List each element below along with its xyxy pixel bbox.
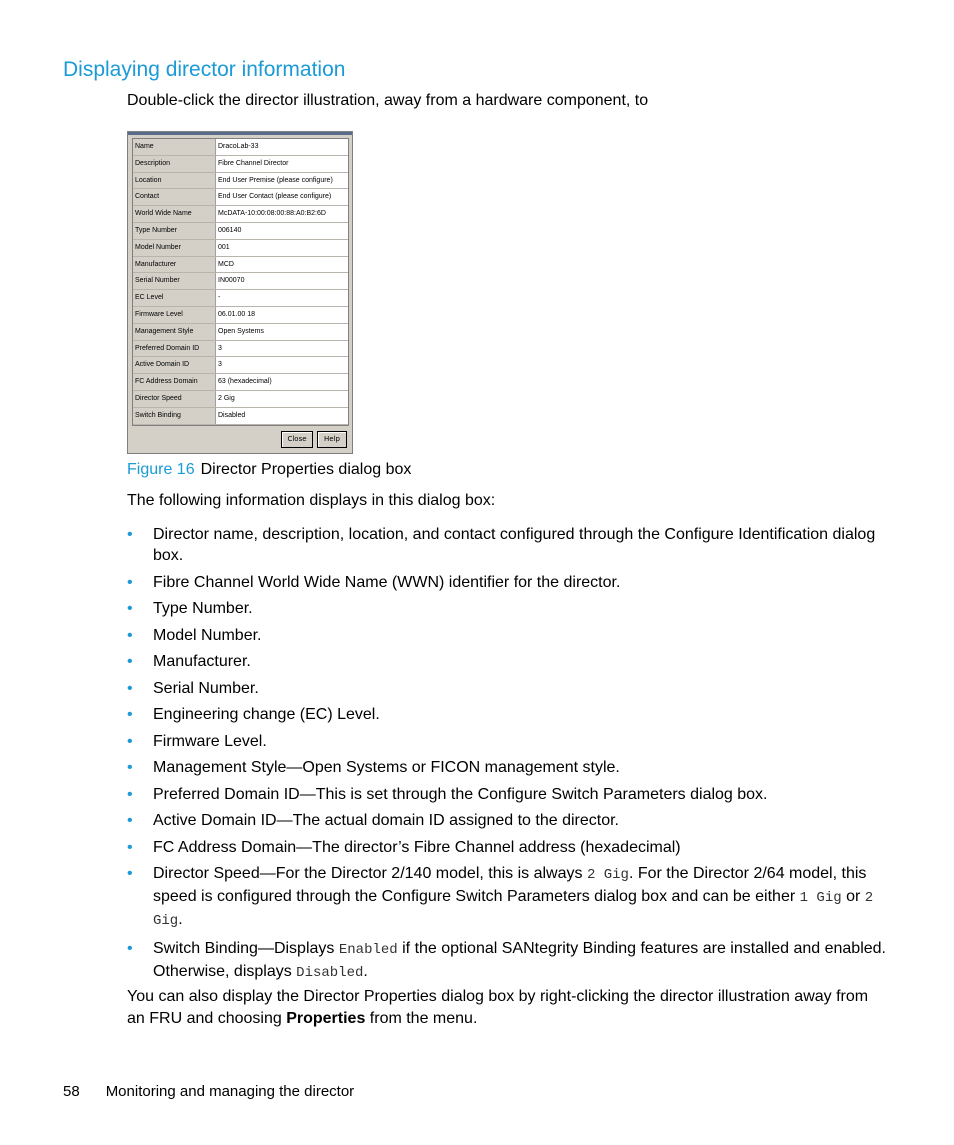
property-label: Description [135,159,171,167]
bullet-item [127,678,887,699]
property-value: MCD [215,257,348,273]
bullet-text: Fibre Channel World Wide Name (WWN) identifier for the director. [153,573,621,591]
bullet-icon: • [127,785,133,803]
property-label: Serial Number [135,277,180,285]
property-label: Director Speed [135,394,182,402]
director-properties-dialog [127,131,353,454]
bullet-icon: • [127,679,133,697]
code-term: Enabled [338,941,398,958]
property-row [133,408,348,425]
close-button[interactable]: Close [281,431,313,448]
property-row [133,391,348,408]
bullet-icon: • [127,600,133,617]
bullet-text: . For the Director 2/64 model, this speed is configured through the Configure Switch Parameters dialog box and can be either [153,865,867,905]
bullet-item [127,572,887,593]
property-label: Model Number [135,243,181,251]
bullet-text: Preferred Domain ID—This is set through the Configure Switch Parameters dialog box. [153,785,768,803]
bullet-icon: • [127,838,133,856]
property-row [133,273,348,290]
property-value: Disabled [215,408,348,424]
bullet-text: Type Number. [153,600,253,617]
property-value: IN00070 [215,273,348,289]
bullet-text: Director name, description, location, and contact configured through the Configure Identification dialog box. [153,526,876,564]
property-label: Manufacturer [135,260,177,268]
bullet-item [127,625,887,646]
property-row [133,173,348,190]
code-term: Disabled [296,964,364,981]
bullet-text: FC Address Domain—The director’s Fibre Channel address (hexadecimal) [153,838,681,856]
bullet-item [127,704,887,725]
property-value: 006140 [215,223,348,239]
property-row [133,240,348,257]
bullet-icon: • [127,706,133,723]
property-value: McDATA-10:00:08:00:88:A0:B2:6D [215,206,348,222]
help-button[interactable]: Help [317,431,347,448]
bullet-item [127,810,887,831]
property-row [133,206,348,223]
property-value: 3 [215,341,348,357]
bullet-item [127,837,887,858]
bullet-text: Active Domain ID—The actual domain ID assigned to the director. [153,812,619,829]
property-label: Active Domain ID [135,361,190,369]
property-row [133,139,348,156]
property-row [133,290,348,307]
footer-title: Monitoring and managing the director [105,1083,355,1100]
bullet-item [127,757,887,778]
bullet-icon: • [127,526,133,543]
property-row [133,189,348,206]
bullet-icon: • [127,653,133,670]
bullet-item [127,863,887,932]
closing-text-start: You can also display the Director Properties dialog box by right-clicking the director illustration away from an FRU and choosing [127,988,869,1027]
properties-table [132,138,349,426]
property-value: End User Contact (please configure) [215,189,348,205]
bullet-icon: • [127,939,133,957]
bullet-icon: • [127,573,133,591]
property-label: Name [135,143,154,150]
property-value: Open Systems [215,324,348,340]
property-value: 2 Gig [215,391,348,407]
property-row [133,223,348,240]
property-row [133,324,348,341]
bullet-item [127,938,887,984]
property-value: 06.01.00 18 [215,307,348,323]
property-value: DracoLab-33 [215,139,348,155]
property-label: EC Level [135,294,164,302]
property-label: Type Number [135,226,178,234]
property-label: Preferred Domain ID [135,344,200,352]
bullet-text: Manufacturer. [153,653,251,670]
dialog-title-bar [128,132,352,135]
property-value: End User Premise (please configure) [215,173,348,189]
bullet-text: if the optional SANtegrity Binding features are installed and enabled. Otherwise, displays [153,939,886,980]
property-value: 3 [215,357,348,373]
bullet-text: Firmware Level. [153,732,267,750]
property-value: Fibre Channel Director [215,156,348,172]
bullet-text: Engineering change (EC) Level. [153,706,380,723]
property-label: FC Address Domain [135,378,198,386]
info-bullet-list [127,524,887,989]
property-row [133,341,348,358]
bullet-icon: • [127,759,133,776]
code-term: 2 Gig [586,867,629,883]
property-label: Firmware Level [135,310,183,318]
figure-caption [127,461,411,479]
bullet-text: . [363,962,368,980]
code-term: 2 Gig [153,890,874,929]
bullet-icon: • [127,865,133,882]
property-label: World Wide Name [135,210,192,218]
bullet-icon: • [127,812,133,829]
bullet-text: Model Number. [153,626,262,644]
section-heading: Displaying director information [63,58,346,81]
page-footer [63,1083,354,1100]
bullet-text: Serial Number. [153,679,259,697]
bullet-icon: • [127,626,133,644]
properties-menu-term: Properties [286,1010,366,1027]
bullet-item [127,524,887,566]
bullet-item [127,651,887,672]
intro-paragraph: Double-click the director illustration, away from a hardware component, to [127,92,649,109]
property-label: Contact [135,193,160,201]
bullet-text: Director Speed—For the Director 2/140 model, this is always [153,865,587,882]
bullet-item [127,598,887,619]
property-value: 63 (hexadecimal) [215,374,348,390]
page-number: 58 [63,1083,80,1100]
bullet-text: or [841,888,865,905]
bullet-item [127,731,887,752]
figure-title: Director Properties dialog box [200,461,412,478]
lead-paragraph: The following information displays in this dialog box: [127,492,496,509]
figure-label: Figure 16 [127,461,195,478]
property-value: 001 [215,240,348,256]
property-row [133,156,348,173]
bullet-text: . [178,911,183,928]
property-label: Management Style [135,327,194,335]
closing-text-end: from the menu. [365,1010,478,1027]
bullet-item [127,784,887,805]
bullet-text: Switch Binding—Displays [153,939,339,957]
property-row [133,357,348,374]
bullet-icon: • [127,732,133,750]
property-row [133,374,348,391]
bullet-text: Management Style—Open Systems or FICON management style. [153,759,620,776]
property-row [133,257,348,274]
property-label: Location [135,176,162,184]
property-row [133,307,348,324]
closing-paragraph [127,986,887,1030]
property-value: - [215,290,348,306]
property-label: Switch Binding [135,411,181,419]
code-term: 1 Gig [799,890,842,906]
